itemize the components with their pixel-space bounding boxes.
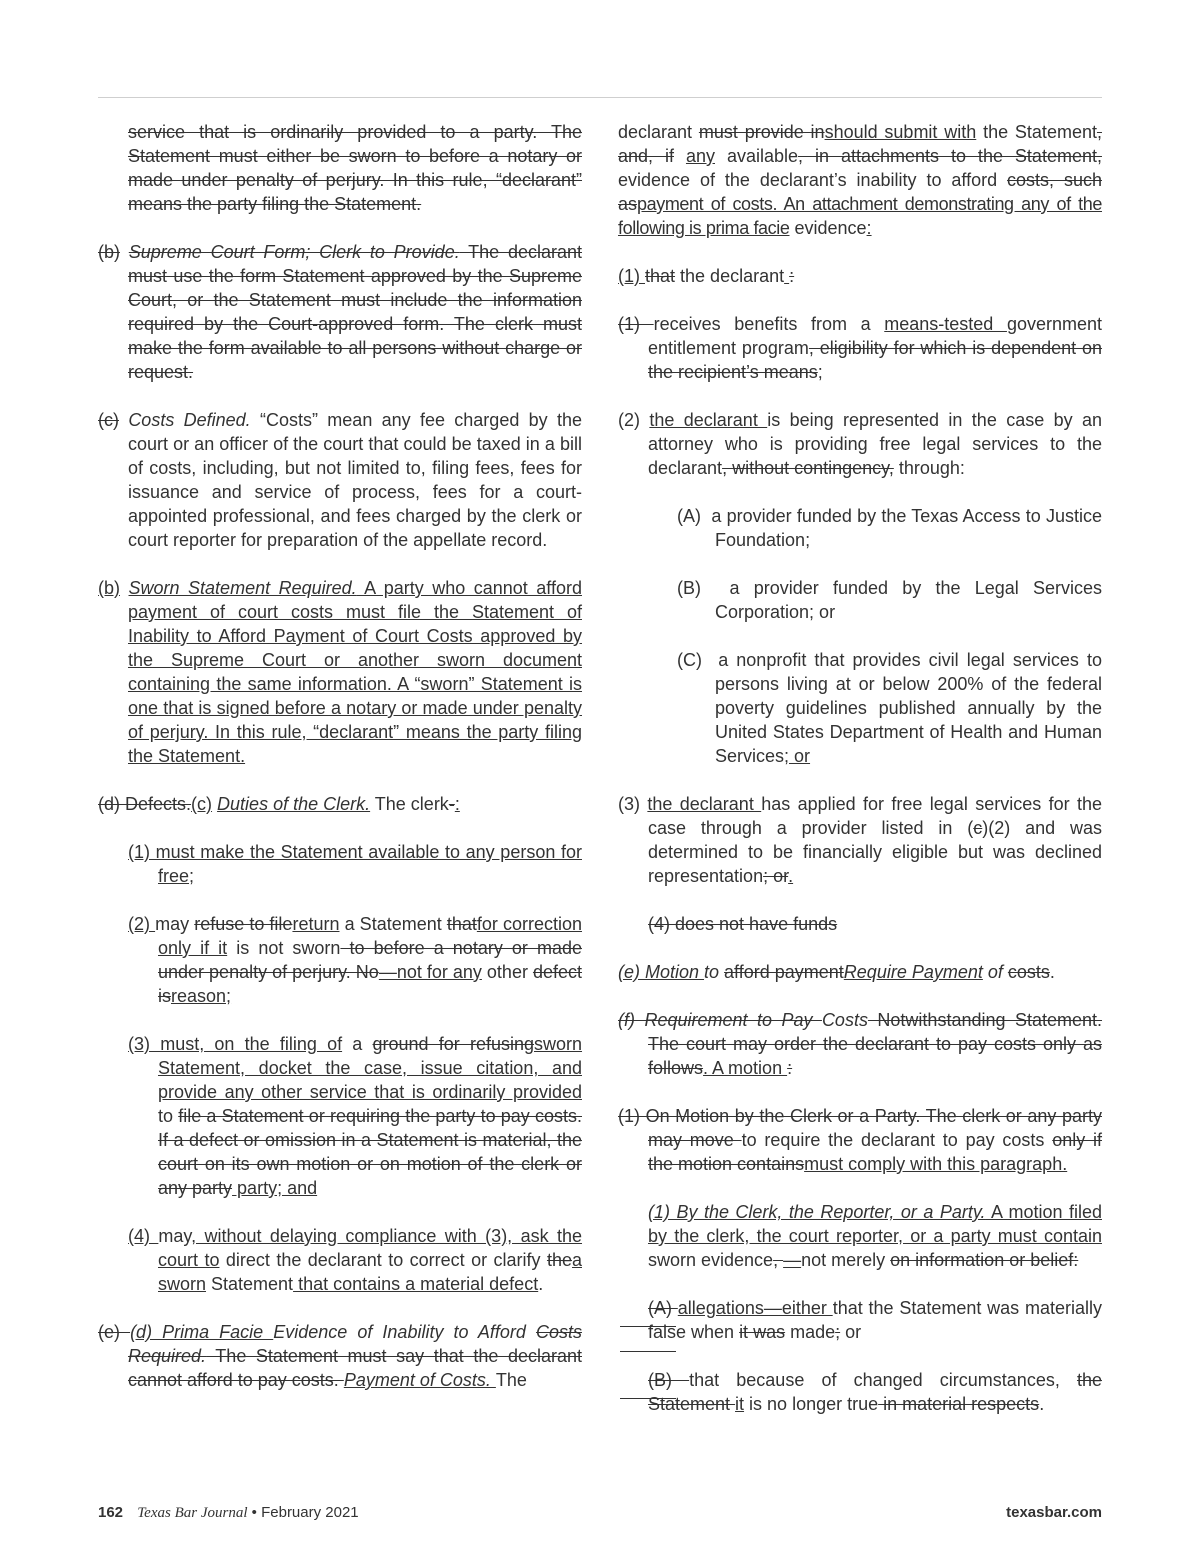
right-paragraph-7	[618, 648, 1102, 768]
deleted-text: ; or	[763, 866, 789, 886]
body-text: )(2) and was determined to be financially eligible but was declined representation	[648, 818, 1102, 886]
right-paragraph-4	[618, 408, 1102, 480]
footer-site: texasbar.com	[1006, 1504, 1102, 1521]
deleted-text: defect is	[158, 962, 582, 1006]
deleted-text: The declarant must use the form Statement approved by the Supreme Court, or the Statement must include the information required by the Court-approved form. The clerk must make the form available to all persons without charge or request.	[128, 242, 582, 382]
body-text: through:	[893, 458, 965, 478]
right-paragraph-2	[618, 264, 1102, 288]
left-paragraph-1	[98, 120, 582, 216]
body-text: “Costs” mean any fee charged by the court or an officer of the court that could be taxed in a bill of costs, including, but not limited to, filing fees, fees for issuance and service of process, fees for a court-appointed professional, and fees charged by the clerk or court reporter for preparation of the appellate record.	[128, 410, 582, 550]
inserted-heading: (e) Motion	[618, 962, 705, 982]
section-heading: Costs Defined.	[128, 410, 251, 430]
deleted-text: costs	[1007, 962, 1050, 982]
inserted-text: :	[454, 794, 460, 814]
body-text: may	[155, 914, 195, 934]
deleted-text: (4) does not have funds	[648, 914, 838, 934]
left-paragraph-3	[98, 408, 582, 552]
deleted-text: to before a notary or made under penalty of perjury. No	[158, 938, 582, 982]
deleted-text: in material respects	[878, 1394, 1040, 1414]
deleted-text: ;	[835, 1322, 841, 1342]
deleted-label: (B)	[648, 1370, 690, 1390]
inserted-text: —	[783, 1250, 802, 1270]
deleted-text: file a Statement or requiring the party to pay costs. If a defect or omission in a Statement is material, the court on its own motion or on motion of the clerk or any party	[158, 1106, 582, 1198]
inserted-text: allegations—either	[677, 1298, 833, 1318]
deleted-label: (b)	[98, 242, 120, 262]
body-text: The clerk	[370, 794, 449, 814]
deleted-text: on information or belief:	[890, 1250, 1079, 1270]
deleted-text: (1) On Motion by the Clerk or a Party. The clerk or any party may move	[618, 1106, 1102, 1150]
deleted-text: that	[446, 914, 477, 934]
item-label: (B)	[677, 578, 701, 598]
left-paragraph-7	[98, 912, 582, 1008]
inserted-text: A party who cannot afford payment of court costs must file the Statement of Inability to Afford Payment of Court Costs approved by the Supreme Court or another sworn document containing the same information. A “sworn” Statement is one that is signed before a notary or made under penalty of perjury. In this rule, “declarant” means the party filing the Statement.	[128, 578, 582, 766]
body-text: to	[158, 1106, 179, 1126]
deleted-text: must provide in	[698, 122, 825, 142]
inserted-text: .	[788, 866, 794, 886]
left-paragraph-10	[98, 1320, 582, 1392]
inserted-text: (4)	[128, 1226, 159, 1246]
body-text: ;	[817, 362, 823, 382]
inserted-heading: Duties of the Clerk.	[217, 794, 371, 814]
deleted-label: (d) Defects.	[98, 794, 192, 814]
right-paragraph-10	[618, 960, 1102, 984]
deleted-heading: Costs Required.	[128, 1322, 582, 1366]
body-text: made	[785, 1322, 836, 1342]
inserted-text: it	[735, 1394, 745, 1414]
inserted-text: the declarant	[649, 410, 768, 430]
body-text: not merely	[801, 1250, 891, 1270]
inserted-text: payment of costs. An attachment demonstrating any of the following is prima facie	[618, 194, 1102, 238]
body-text: to require the declarant to pay costs	[741, 1130, 1053, 1150]
body-text: evidence	[789, 218, 867, 238]
inserted-label: (b)	[98, 578, 120, 598]
revision-mark	[620, 1351, 676, 1352]
deleted-text: only if the motion contains	[648, 1130, 1102, 1174]
body-text: or	[840, 1322, 862, 1342]
right-paragraph-12	[618, 1104, 1102, 1176]
deleted-text: refuse to file	[194, 914, 293, 934]
right-paragraph-13	[618, 1200, 1102, 1272]
deleted-text: it was	[739, 1322, 786, 1342]
deleted-text: ,	[773, 1250, 784, 1270]
deleted-label: (A)	[648, 1298, 678, 1318]
footer-left	[98, 1503, 359, 1523]
inserted-text: for correction only if it	[158, 914, 582, 958]
deleted-text: The Statement must say that the declarant cannot afford to pay costs.	[128, 1346, 582, 1390]
issue-date: February 2021	[261, 1504, 359, 1521]
inserted-label: (c)	[191, 794, 213, 814]
inserted-text: reason;	[171, 986, 232, 1006]
deleted-text: service that is ordinarily provided to a party. The Statement must either be sworn to before a notary or made under penalty of perjury. In this rule, “declarant” means the party filing the Statement.	[128, 122, 582, 214]
body-text: government entitlement program	[648, 314, 1102, 358]
inserted-text: any	[685, 146, 715, 166]
inserted-heading: Payment of Costs.	[343, 1370, 496, 1390]
body-text: .	[1039, 1394, 1045, 1414]
inserted-text: means-tested	[884, 314, 1007, 334]
item-label: (2)	[618, 410, 640, 430]
deleted-label: (e)	[98, 1322, 131, 1342]
left-paragraph-6	[98, 840, 582, 888]
left-column	[98, 120, 582, 1416]
left-paragraph-5	[98, 792, 582, 816]
item-label: (C)	[677, 650, 702, 670]
deleted-label: (c)	[98, 410, 119, 430]
deleted-text: -	[448, 794, 455, 814]
inserted-text: (1) must make the Statement available to any person for free;	[128, 842, 582, 886]
inserted-heading: Require Payment	[843, 962, 983, 982]
body-text: that the Statement was materially false when	[648, 1298, 1102, 1342]
deleted-text: c	[973, 818, 983, 838]
body-text: a provider funded by the Legal Services Corporation; or	[715, 578, 1102, 622]
deleted-label: (1)	[618, 314, 654, 334]
deleted-text: costs, such as	[618, 170, 1102, 214]
body-text: direct the declarant to correct or clarify	[219, 1250, 547, 1270]
section-heading: Costs	[821, 1010, 868, 1030]
deleted-text: , without contingency,	[722, 458, 894, 478]
inserted-text: that contains a material defect	[293, 1274, 539, 1294]
inserted-text: the declarant	[647, 794, 762, 814]
item-label: (A)	[677, 506, 701, 526]
inserted-text: —not for any	[378, 962, 482, 982]
deleted-text: Notwithstanding Statement. The court may order the declarant to pay costs only as follows	[648, 1010, 1103, 1078]
body-text: .	[1049, 962, 1055, 982]
body-text: a provider funded by the Texas Access to Justice Foundation;	[711, 506, 1102, 550]
body-text: a Statement	[339, 914, 447, 934]
body-text: Statement	[206, 1274, 294, 1294]
right-paragraph-11	[618, 1008, 1102, 1080]
inserted-text: party; and	[232, 1178, 318, 1198]
deleted-text: :	[787, 1058, 793, 1078]
page-number: 162	[98, 1504, 124, 1521]
body-text: declarant	[618, 122, 699, 142]
inserted-heading: (1) By the Clerk, the Reporter, or a Party.	[648, 1202, 986, 1222]
body-text: is not sworn	[227, 938, 341, 958]
revision-mark	[620, 1326, 676, 1327]
body-text: available	[715, 146, 799, 166]
body-text: .	[538, 1274, 544, 1294]
body-text: evidence of the declarant’s inability to afford	[618, 170, 1008, 190]
body-text: a nonprofit that provides civil legal services to persons living at or below 200% of the federal poverty guidelines published annually by the United States Department of Health and Human Services	[715, 650, 1102, 766]
deleted-heading: Supreme Court Form; Clerk to Provide.	[128, 242, 460, 262]
deleted-heading: (f) Requirement to Pay	[618, 1010, 822, 1030]
inserted-text: :	[866, 218, 872, 238]
inserted-text: ; or	[784, 746, 811, 766]
inserted-text: must comply with this paragraph.	[804, 1154, 1068, 1174]
right-paragraph-14	[618, 1296, 1102, 1344]
deleted-text: , and, if	[618, 122, 1102, 166]
section-heading: Evidence of Inability to Afford	[273, 1322, 536, 1342]
bullet-separator: •	[251, 1504, 257, 1521]
body-text: has applied for free legal services for the case through a provider listed in (	[648, 794, 1102, 838]
body-text: the Statement	[976, 122, 1097, 142]
body-text: sworn evidence	[648, 1250, 774, 1270]
left-paragraph-2	[98, 240, 582, 384]
revision-mark	[620, 1398, 676, 1399]
deleted-text: ground for refusing	[372, 1034, 534, 1054]
inserted-text: should submit with	[824, 122, 977, 142]
body-text: other	[481, 962, 533, 982]
deleted-text: , in attachments to the Statement,	[798, 146, 1102, 166]
right-paragraph-15	[618, 1368, 1102, 1416]
body-text: receives benefits from a	[653, 314, 885, 334]
right-paragraph-5	[618, 504, 1102, 552]
right-paragraph-3	[618, 312, 1102, 384]
deleted-text: , eligibility for which is dependent on the recipient’s means	[648, 338, 1103, 382]
right-paragraph-6	[618, 576, 1102, 624]
inserted-heading: Sworn Statement Required.	[128, 578, 357, 598]
left-paragraph-8	[98, 1032, 582, 1200]
inserted-text: return	[292, 914, 340, 934]
body-text	[674, 146, 686, 166]
deleted-text: that	[645, 266, 676, 286]
inserted-text: (1)	[618, 266, 645, 286]
right-column	[618, 120, 1102, 1440]
journal-title: Texas Bar Journal	[137, 1505, 248, 1521]
deleted-text: afford payment	[724, 962, 844, 982]
section-heading: to	[704, 962, 725, 982]
inserted-text: , without delaying compliance with (3), ask the court to	[158, 1226, 583, 1270]
inserted-text: . A motion	[703, 1058, 788, 1078]
header-rule	[98, 97, 1102, 98]
body-text: a	[342, 1034, 373, 1054]
inserted-text: (2)	[128, 914, 156, 934]
body-text: The	[495, 1370, 527, 1390]
inserted-text: A motion filed by the clerk, the court reporter, or a party must contain	[648, 1202, 1102, 1246]
body-text: is no longer true	[744, 1394, 879, 1414]
body-text: that because of changed circumstances,	[689, 1370, 1077, 1390]
item-label: (3)	[618, 794, 640, 814]
right-paragraph-8	[618, 792, 1102, 888]
right-paragraph-9	[618, 912, 1102, 936]
inserted-text: a sworn	[158, 1250, 582, 1294]
inserted-heading: (d) Prima Facie	[130, 1322, 274, 1342]
right-paragraph-1	[618, 120, 1102, 240]
deleted-text: the Statement	[648, 1370, 1102, 1414]
body-text: may	[158, 1226, 192, 1246]
left-paragraph-4	[98, 576, 582, 768]
left-paragraph-9	[98, 1224, 582, 1296]
body-text: is being represented in the case by an attorney who is providing free legal services to the declarant	[648, 410, 1102, 478]
deleted-text: :	[789, 266, 795, 286]
section-heading: of	[982, 962, 1008, 982]
deleted-text: the	[546, 1250, 572, 1270]
inserted-text: (3) must, on the filing of	[128, 1034, 343, 1054]
inserted-text: sworn Statement, docket the case, issue citation, and provide any other service that is ordinarily provided	[158, 1034, 583, 1102]
body-text: the declarant	[675, 266, 785, 286]
